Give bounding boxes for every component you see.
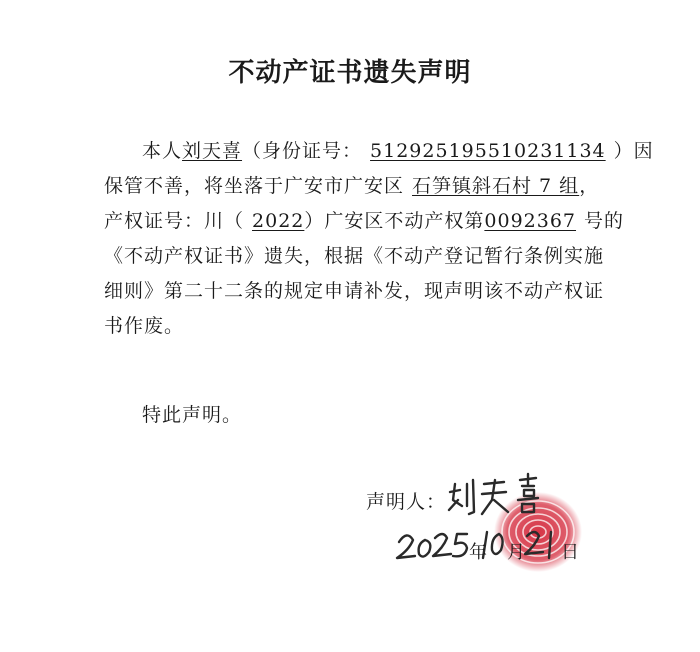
text-segment: ）广安区不动产权第 [304,210,485,232]
text-segment: 保管不善，将坐落于广安市广安区 [104,175,405,197]
text-segment: ）因 [613,140,654,162]
property-location: 石笋镇斜石村 7 组 [412,175,580,197]
year-unit: 年 [469,542,487,563]
body-line-2 [104,169,624,204]
text-segment: 产权证号：川（ [104,210,245,232]
text-segment: ， [579,175,600,197]
declarant-label: 声明人： [366,491,447,513]
declarant-name: 刘天喜 [182,140,243,162]
body-line-1 [104,134,654,169]
body-line-4: 《不动产权证书》遗失，根据《不动产登记暂行条例实施 [104,245,605,267]
cert-number: 0092367 [484,210,577,232]
body-line-5: 细则》第二十二条的规定申请补发，现声明该不动产权证 [104,280,605,302]
text-segment: 本人 [142,140,183,162]
text-segment: 号的 [584,210,625,232]
id-number: 512925195510231134 [370,140,606,162]
text-segment: （身份证号： [242,140,363,162]
signature-date [395,522,595,578]
month-unit: 月 [507,542,525,563]
body-line-3 [104,204,624,239]
day-unit: 日 [561,542,579,563]
body-line-6: 书作废。 [104,315,185,337]
cert-year: 2022 [252,210,305,232]
declaration-body [104,134,654,344]
closing-statement: 特此声明。 [142,404,243,426]
document-title: 不动产证书遗失声明 [228,58,472,88]
